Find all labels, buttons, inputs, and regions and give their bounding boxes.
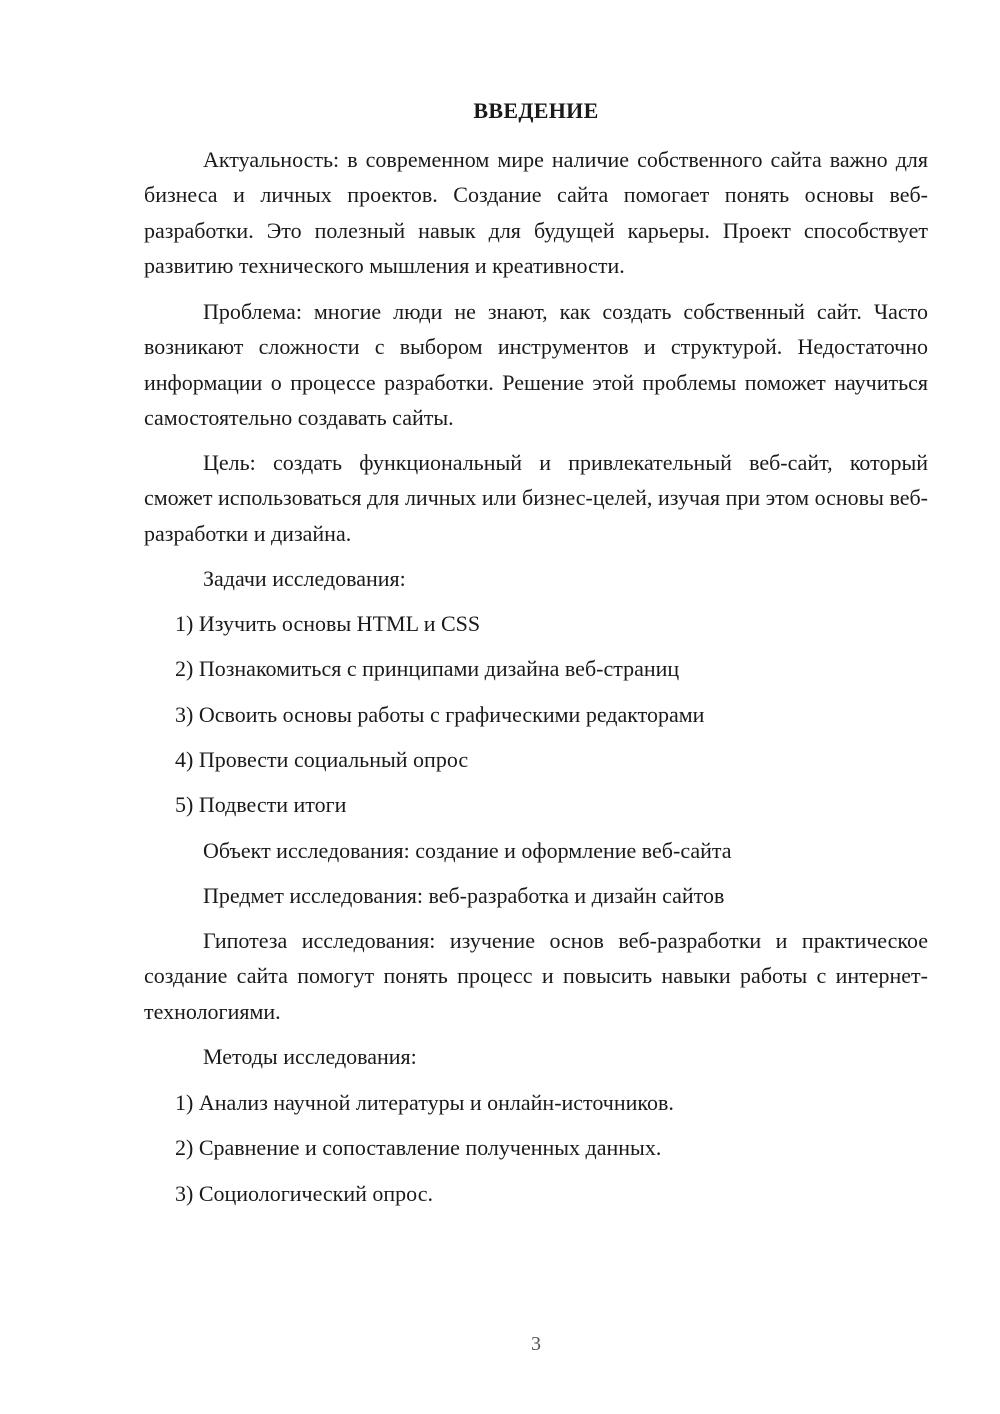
task-item: 2) Познакомиться с принципами дизайна веб-страниц <box>175 656 680 681</box>
paragraph-relevance-block <box>144 142 928 283</box>
paragraph-problem-block <box>144 294 928 435</box>
method-item-block-2 <box>144 1130 928 1165</box>
method-item: 3) Социологический опрос. <box>175 1181 433 1206</box>
task-item-block-2 <box>144 651 928 686</box>
paragraph-hypothesis: Гипотеза исследования: изучение основ веб-разработки и практическое создание сайта помогут понять процесс и повысить навыки работы с интернет-технологиями. <box>144 928 928 1024</box>
research-subject-block <box>144 878 928 913</box>
paragraph-problem: Проблема: многие люди не знают, как создать собственный сайт. Часто возникают сложности с выбором инструментов и структурой. Недостаточно информации о процессе разработки. Решение этой проблемы поможет научиться самостоятельно создавать сайты. <box>144 299 928 430</box>
paragraph-goal-block <box>144 445 928 551</box>
paragraph-goal: Цель: создать функциональный и привлекательный веб-сайт, который сможет использоваться для личных или бизнес-целей, изучая при этом основы веб-разработки и дизайна. <box>144 450 928 546</box>
task-item: 3) Освоить основы работы с графическими редакторами <box>175 702 705 727</box>
tasks-label-block <box>144 561 928 596</box>
research-object-block <box>144 833 928 868</box>
research-object: Объект исследования: создание и оформление веб-сайта <box>203 838 732 863</box>
task-item-block-1 <box>144 606 928 641</box>
task-item-block-5 <box>144 787 928 822</box>
method-item-block-3 <box>144 1176 928 1211</box>
task-item-block-3 <box>144 697 928 732</box>
page-title: ВВЕДЕНИЕ <box>473 98 599 123</box>
tasks-label: Задачи исследования: <box>203 566 406 591</box>
page-number: 3 <box>531 1333 541 1355</box>
task-item-block-4 <box>144 742 928 777</box>
task-item: 1) Изучить основы HTML и CSS <box>175 611 481 636</box>
method-item-block-1 <box>144 1085 928 1120</box>
research-subject: Предмет исследования: веб-разработка и дизайн сайтов <box>203 883 725 908</box>
task-item: 4) Провести социальный опрос <box>175 747 469 772</box>
methods-label-block <box>144 1039 928 1074</box>
method-item: 1) Анализ научной литературы и онлайн-источников. <box>175 1090 674 1115</box>
paragraph-relevance: Актуальность: в современном мире наличие собственного сайта важно для бизнеса и личных проектов. Создание сайта помогает понять основы веб-разработки. Это полезный навык для будущей карьеры. Проект способствует развитию технического мышления и креативности. <box>144 147 928 278</box>
task-item: 5) Подвести итоги <box>175 792 347 817</box>
method-item: 2) Сравнение и сопоставление полученных данных. <box>175 1135 662 1160</box>
methods-label: Методы исследования: <box>203 1044 417 1069</box>
paragraph-hypothesis-block <box>144 923 928 1029</box>
